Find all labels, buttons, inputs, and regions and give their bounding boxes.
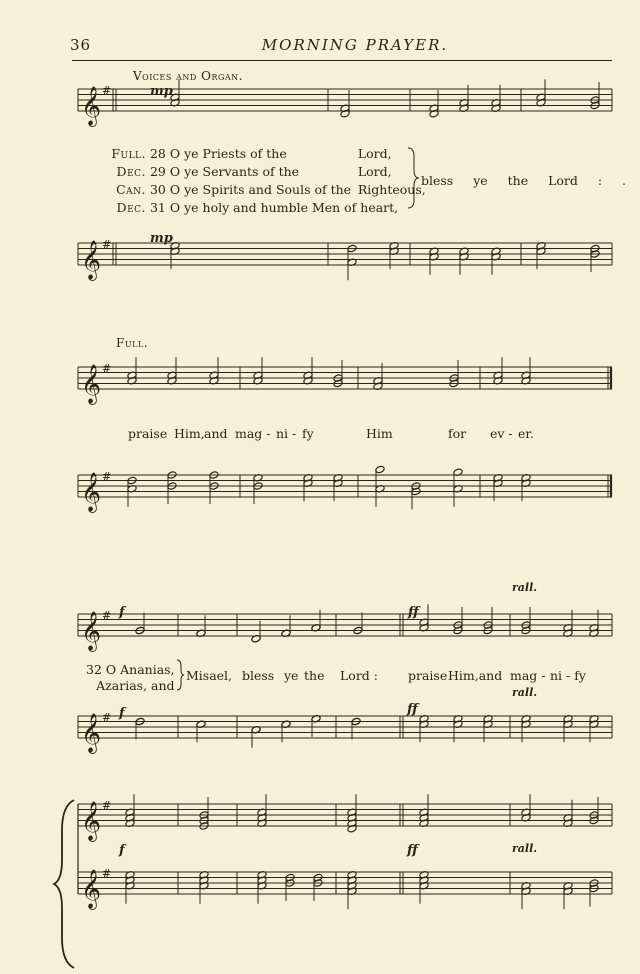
lyric: praise — [408, 668, 448, 683]
verse-text: O ye holy and humble Men of heart, — [169, 200, 399, 215]
tenor-clef: 𝄞 — [81, 869, 102, 909]
page-number: 36 — [70, 36, 92, 54]
lyric: bless — [242, 668, 275, 683]
verse-lord: Lord, — [357, 146, 392, 161]
lyric: Him — [366, 426, 393, 441]
lyric: mag - — [235, 426, 271, 441]
key-signature-sharp: # — [102, 362, 112, 375]
treble-clef: 𝄞 — [81, 611, 102, 651]
verse-line: O Ananias, — [105, 662, 175, 677]
verse-text: O ye Priests of the — [169, 146, 287, 161]
lyric: fy — [302, 426, 314, 441]
lyric: Misael, — [186, 668, 233, 683]
dynamic-ff-organ: ff — [407, 843, 418, 858]
tenor-clef: 𝄞 — [81, 713, 102, 753]
caption-full: Full. — [116, 336, 149, 350]
treble-clef: 𝄞 — [81, 801, 102, 841]
page-title: MORNING PRAYER. — [261, 36, 449, 54]
key-signature-sharp: # — [102, 470, 112, 483]
dynamic-f-organ: f — [119, 843, 125, 858]
verse-lord: Lord, — [357, 164, 392, 179]
tenor-clef: 𝄞 — [81, 240, 102, 280]
caption-voices-and-organ: Voices and Organ. — [133, 69, 243, 83]
dynamic-ff-voice-bass: ff — [407, 702, 418, 717]
verse-label: Can. — [116, 182, 146, 197]
rall-voice-treble: rall. — [512, 581, 538, 594]
verse-text: O ye Servants of the — [169, 164, 300, 179]
lyric: ni - — [276, 426, 297, 441]
lyric: ev - — [490, 426, 513, 441]
dynamic-mp-treble: mp — [150, 84, 173, 99]
dynamic-f-voice-bass: f — [119, 706, 125, 721]
verse-label: Dec. — [116, 164, 146, 179]
dynamic-f-voice-treble: f — [119, 605, 125, 620]
lyric: for — [448, 426, 467, 441]
verse-number: 30 — [149, 182, 166, 197]
rall-organ: rall. — [512, 842, 538, 855]
verse-lord: Righteous, — [357, 182, 426, 197]
key-signature-sharp: # — [102, 238, 112, 251]
verse-number: 29 — [149, 164, 166, 179]
lyric: ni - fy — [550, 668, 586, 683]
key-signature-sharp: # — [102, 867, 112, 880]
tenor-clef: 𝄞 — [81, 472, 102, 512]
rall-voice-bass: rall. — [512, 686, 538, 699]
dynamic-ff-voice-treble: ff — [408, 605, 419, 620]
dynamic-mp-bass: mp — [150, 231, 173, 246]
key-signature-sharp: # — [102, 609, 112, 622]
verse-text: O ye Spirits and Souls of the — [169, 182, 352, 197]
lyric: Lord : — [340, 668, 378, 683]
lyric: and — [204, 426, 228, 441]
lyric: praise — [128, 426, 168, 441]
treble-clef: 𝄞 — [81, 364, 102, 404]
verse-number: 31 — [149, 200, 166, 215]
lyric: er. — [518, 426, 534, 441]
verse-label: Dec. — [116, 200, 146, 215]
verse-line: Azarias, and — [96, 678, 175, 693]
verse-label: Full. — [111, 146, 146, 161]
lyric: the — [304, 668, 325, 683]
key-signature-sharp: # — [102, 711, 112, 724]
key-signature-sharp: # — [102, 84, 112, 97]
treble-clef: 𝄞 — [81, 86, 102, 126]
lyric: ye — [284, 668, 299, 683]
lyric: Him,and — [448, 668, 503, 683]
response-bless-ye-the-lord: bless ye the Lord : . — [421, 173, 627, 188]
lyric: mag - — [510, 668, 546, 683]
key-signature-sharp: # — [102, 799, 112, 812]
verse-number: 28 — [149, 146, 166, 161]
lyric: Him, — [174, 426, 205, 441]
verse-number: 32 — [86, 662, 102, 677]
